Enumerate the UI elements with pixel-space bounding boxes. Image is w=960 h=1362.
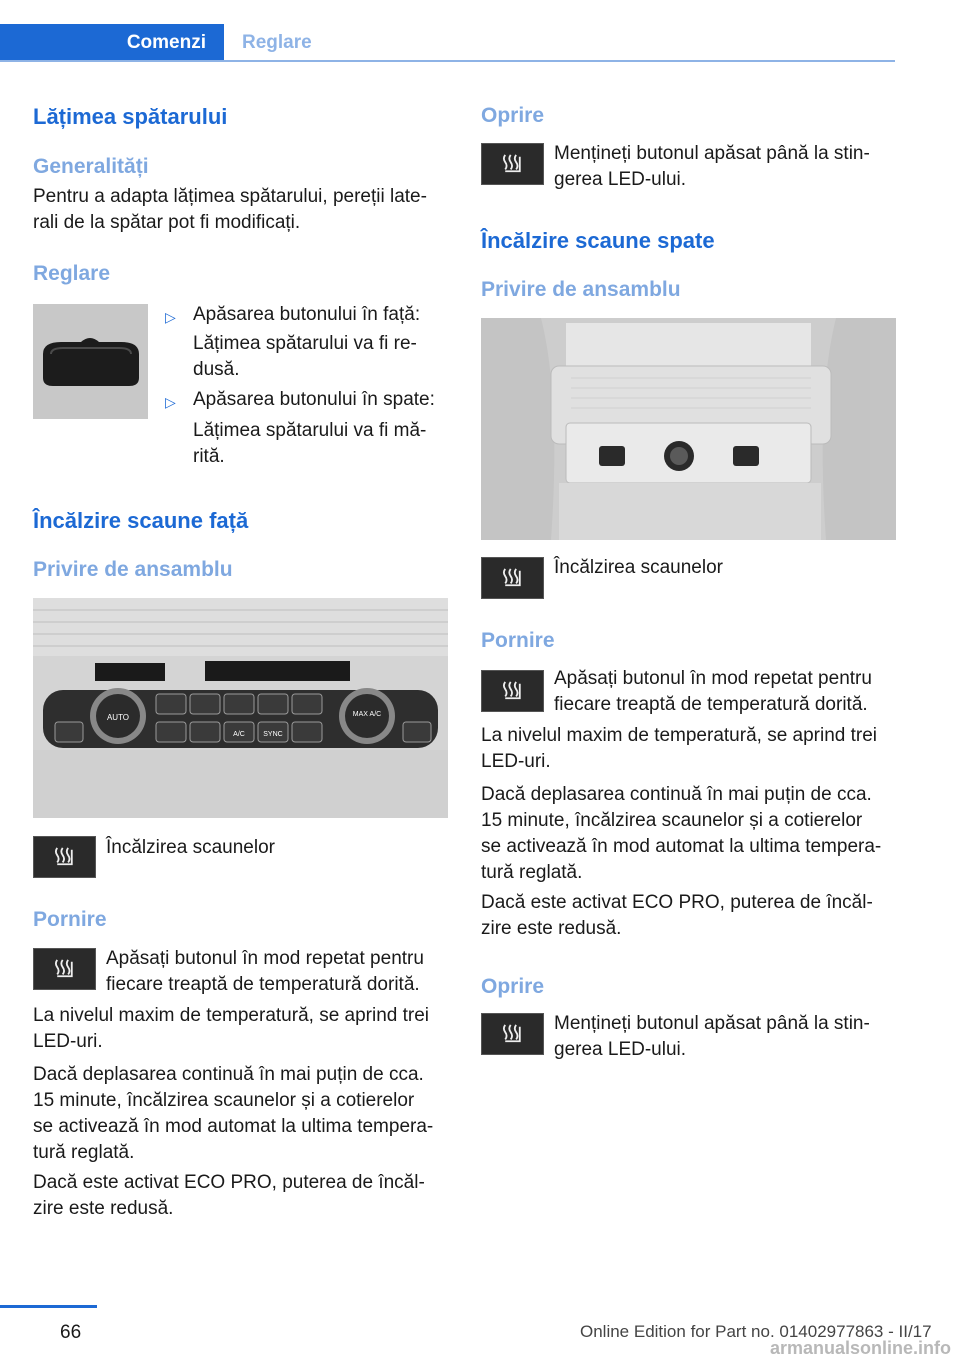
p2-line2: 15 minute, încălzirea scaunelor și a cotierelor [33, 1090, 415, 1111]
seat-heating-caption-rear: Încălzirea scaunelor [554, 557, 723, 578]
watermark: armanualsonline.info [770, 1338, 952, 1358]
seat-heating-icon [481, 143, 544, 185]
seat-heating-icon [481, 557, 544, 599]
bullet1-title: Apăsarea butonului în față: [193, 304, 421, 325]
p2r-line1: Dacă deplasarea continuă în mai puțin de cca. [481, 784, 872, 805]
page-number: 66 [60, 1322, 82, 1343]
seat-heating-caption: Încălzirea scaunelor [106, 837, 275, 858]
heading-overview-rear: Privire de ansamblu [481, 278, 681, 301]
off-text-line1: Mențineți butonul apăsat până la stin- [554, 143, 870, 164]
rear-console-image [481, 318, 896, 540]
bullet-triangle-icon: ▷ [165, 394, 176, 410]
panel-label-sync: SYNC [263, 731, 283, 738]
seat-heating-icon [33, 948, 96, 990]
off-rear-line2: gerea LED-ului. [554, 1039, 687, 1060]
p2-line3: se activează în mod automat la ultima tempera- [33, 1116, 434, 1137]
footer-accent-line [0, 1305, 97, 1308]
on-rear-line2: fiecare treaptă de temperatură dorită. [554, 694, 868, 715]
p1r-line1: La nivelul maxim de temperatură, se aprind trei [481, 725, 878, 746]
header-tabbar [0, 0, 895, 62]
p3r-line1: Dacă este activat ECO PRO, puterea de încăl- [481, 892, 873, 913]
panel-label-auto: AUTO [106, 713, 130, 722]
heading-off-rear: Oprire [481, 975, 545, 998]
heading-off: Oprire [481, 104, 545, 127]
on-text-line2: fiecare treaptă de temperatură dorită. [106, 974, 420, 995]
p3r-line2: zire este redusă. [481, 918, 622, 939]
p2r-line4: tură reglată. [481, 862, 583, 883]
edition-text: Online Edition for Part no. 01402977863 - II/17 [580, 1322, 932, 1341]
p1-line1: La nivelul maxim de temperatură, se aprind trei [33, 1005, 430, 1026]
p1-line2: LED-uri. [33, 1031, 103, 1052]
heading-rear-seat-heating: Încălzire scaune spate [481, 228, 715, 253]
off-text-line2: gerea LED-ului. [554, 169, 687, 190]
panel-label-ac: A/C [233, 731, 245, 738]
tab-comenzi[interactable]: Comenzi [0, 24, 224, 62]
heading-overview: Privire de ansamblu [33, 558, 233, 581]
p2-line1: Dacă deplasarea continuă în mai puțin de cca. [33, 1064, 424, 1085]
bullet2-line2: rită. [193, 446, 225, 467]
header-divider [0, 60, 895, 62]
panel-label-max-ac: MAX A/C [352, 711, 382, 718]
p3-line1: Dacă este activat ECO PRO, puterea de încăl- [33, 1172, 425, 1193]
heading-backrest-width: Lățimea spătarului [33, 104, 228, 129]
p2r-line3: se activează în mod automat la ultima tempera- [481, 836, 882, 857]
bullet-triangle-icon: ▷ [165, 309, 176, 325]
bullet2-line1: Lățimea spătarului va fi mă- [193, 420, 427, 441]
front-climate-panel-image [33, 598, 448, 818]
on-text-line1: Apăsați butonul în mod repetat pentru [106, 948, 424, 969]
heading-general: Generalități [33, 155, 149, 178]
p1r-line2: LED-uri. [481, 751, 551, 772]
p2r-line2: 15 minute, încălzirea scaunelor și a cotierelor [481, 810, 863, 831]
general-text-line2: rali de la spătar pot fi modificați. [33, 212, 301, 233]
seat-heating-icon [33, 836, 96, 878]
heading-front-seat-heating: Încălzire scaune față [33, 508, 249, 533]
heading-adjust: Reglare [33, 262, 111, 285]
seat-heating-icon [481, 670, 544, 712]
bullet1-line1: Lățimea spătarului va fi re- [193, 333, 417, 354]
p2-line4: tură reglată. [33, 1142, 135, 1163]
bullet2-title: Apăsarea butonului în spate: [193, 389, 435, 410]
general-text-line1: Pentru a adapta lățimea spătarului, pereții late- [33, 186, 427, 207]
on-rear-line1: Apăsați butonul în mod repetat pentru [554, 668, 872, 689]
bullet1-line2: dusă. [193, 359, 240, 380]
off-rear-line1: Mențineți butonul apăsat până la stin- [554, 1013, 870, 1034]
seat-heating-icon [481, 1013, 544, 1055]
p3-line2: zire este redusă. [33, 1198, 174, 1219]
tab-reglare[interactable]: Reglare [242, 32, 312, 53]
heading-on: Pornire [33, 908, 107, 931]
heading-on-rear: Pornire [481, 629, 555, 652]
backrest-width-button-image [33, 304, 148, 419]
